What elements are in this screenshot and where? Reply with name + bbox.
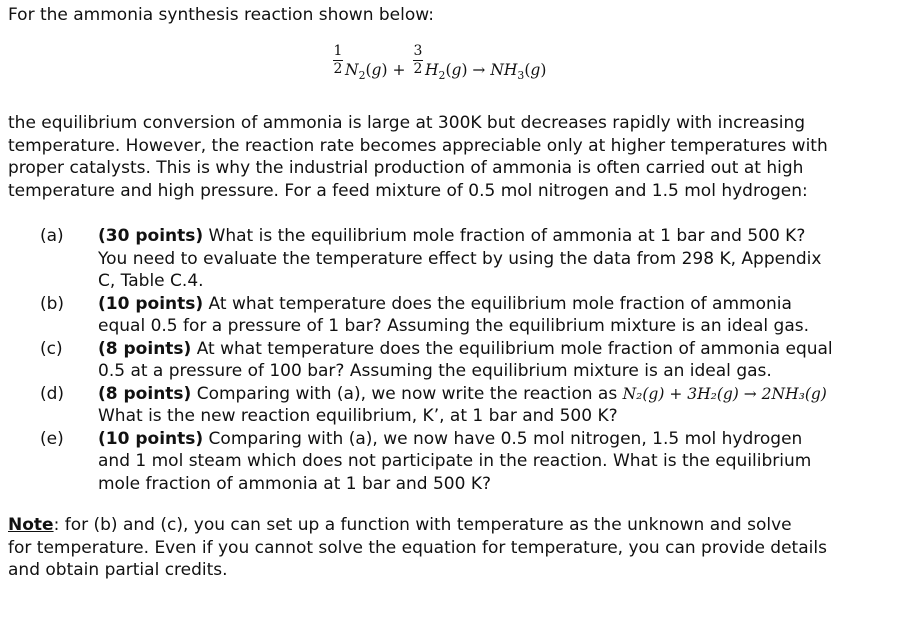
paragraph-line: the equilibrium conversion of ammonia is large at 300K but decreases rapidly with increasing <box>8 113 806 133</box>
note-text: : for (b) and (c), you can set up a function with temperature as the unknown and solve <box>53 515 792 535</box>
part-e <box>8 428 908 496</box>
part-text: At what temperature does the equilibrium mole fraction of ammonia <box>203 293 792 314</box>
coef1-numerator: 1 <box>333 43 343 59</box>
points-label: (10 points) <box>98 293 204 314</box>
question-parts <box>8 225 908 495</box>
part-text: Comparing with (a), we now have 0.5 mol nitrogen, 1.5 mol hydrogen <box>203 428 803 449</box>
coef1-denominator: 2 <box>333 61 343 77</box>
part-text: At what temperature does the equilibrium mole fraction of ammonia equal <box>191 338 833 359</box>
part-text: What is the new reaction equilibrium, K’, at 1 bar and 500 K? <box>98 406 618 426</box>
part-text: equal 0.5 for a pressure of 1 bar? Assuming the equilibrium mixture is an ideal gas. <box>98 316 810 336</box>
coef2-denominator: 2 <box>413 61 423 77</box>
coefficient-one-half <box>333 44 343 77</box>
points-label: (10 points) <box>98 428 204 449</box>
part-a <box>8 225 908 293</box>
part-text: 0.5 at a pressure of 100 bar? Assuming the equilibrium mixture is an ideal gas. <box>98 361 772 381</box>
intro-text: For the ammonia synthesis reaction shown below: <box>8 5 434 25</box>
part-text: C, Table C.4. <box>98 271 204 291</box>
paragraph-line: temperature. However, the reaction rate becomes appreciable only at higher temperatures with <box>8 135 828 156</box>
part-text: What is the equilibrium mole fraction of ammonia at 1 bar and 500 K? <box>203 226 806 246</box>
part-text: mole fraction of ammonia at 1 bar and 500 K? <box>98 473 492 494</box>
note-text: and obtain partial credits. <box>8 560 228 580</box>
part-b <box>8 293 908 338</box>
note-text: for temperature. Even if you cannot solve the equation for temperature, you can provide details <box>8 537 827 558</box>
part-text: You need to evaluate the temperature effect by using the data from 298 K, Appendix <box>98 248 822 269</box>
equation-part2: $H_2(g) \to NH_3(g)$ <box>425 61 547 83</box>
coef2-numerator: 3 <box>413 43 423 59</box>
paragraph-line: proper catalysts. This is why the industrial production of ammonia is often carried out at high <box>8 158 804 178</box>
coefficient-three-halves <box>413 44 423 77</box>
part-d <box>8 383 908 428</box>
part-label: (c) <box>40 338 63 359</box>
inline-reaction: N₂(g) + 3H₂(g) → 2NH₃(g) <box>622 384 827 403</box>
points-label: (8 points) <box>98 338 192 359</box>
part-text: Comparing with (a), we now write the reaction as <box>191 383 623 404</box>
points-label: (8 points) <box>98 383 192 404</box>
note-section <box>8 514 908 582</box>
part-label: (d) <box>40 383 65 404</box>
problem-paragraph <box>8 112 908 202</box>
paragraph-line: temperature and high pressure. For a feed mixture of 0.5 mol nitrogen and 1.5 mol hydrogen: <box>8 180 808 201</box>
part-c <box>8 338 908 383</box>
note-label: Note <box>8 515 54 535</box>
part-label: (b) <box>40 293 65 314</box>
equation-part1: $N_2(g)$ + <box>345 61 406 83</box>
points-label: (30 points) <box>98 226 204 246</box>
part-label: (e) <box>40 428 64 449</box>
part-label: (a) <box>40 226 64 246</box>
part-text: and 1 mol steam which does not participate in the reaction. What is the equilibrium <box>98 451 812 471</box>
